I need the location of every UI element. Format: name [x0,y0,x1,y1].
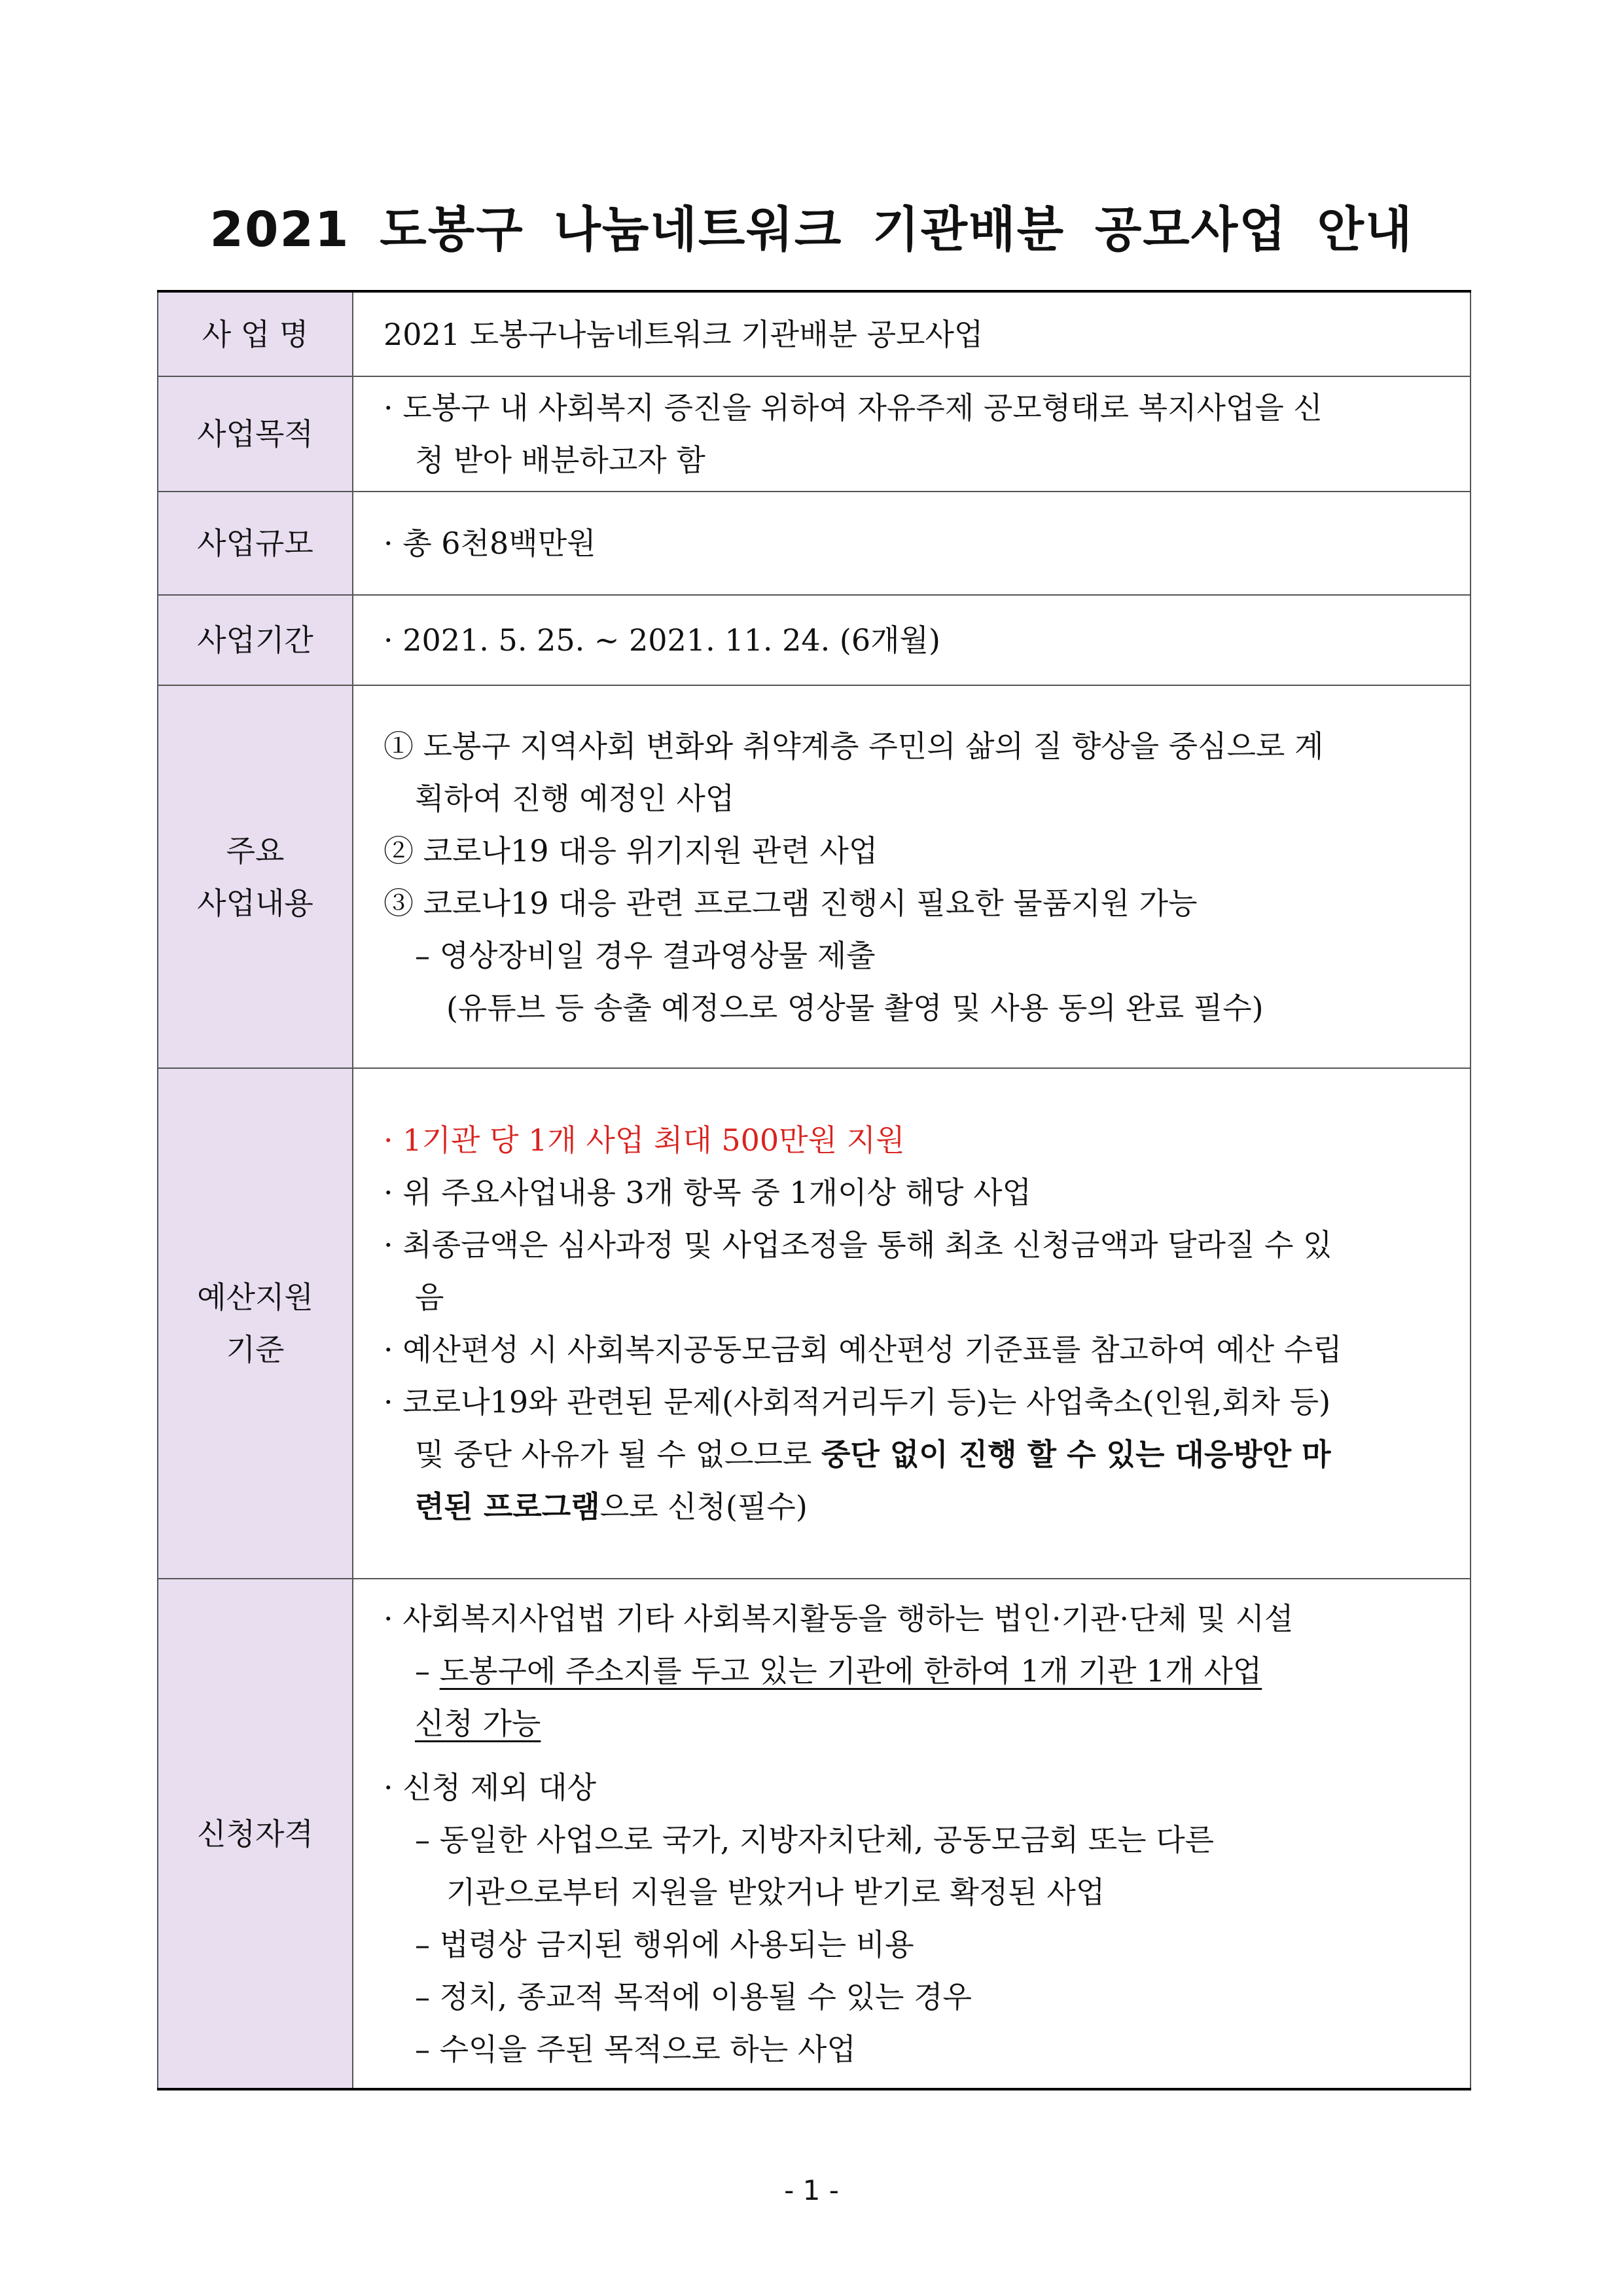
row-purpose [158,376,1471,492]
eligibility-bullet-2: · 신청 제외 대상 [383,1769,597,1805]
main-sub-2: (유튜브 등 송출 예정으로 영상물 촬영 및 사용 동의 완료 필수) [446,990,1264,1026]
label-text: 사업목적 [197,416,313,452]
budget-bullet-5-line-2 [383,1428,1444,1480]
label-text: 사업기간 [197,622,313,658]
row-eligibility [158,1579,1471,2089]
budget-b5-plain: 및 중단 사유가 될 수 없으므로 [415,1437,821,1472]
scale-text: · 총 6천8백만원 [383,526,596,561]
label-main-content [158,685,353,1068]
content-purpose [353,376,1471,492]
content-business-name [353,291,1471,376]
exclusion-1-line-1: – 동일한 사업으로 국가, 지방자치단체, 공동모금회 또는 다른 [415,1821,1215,1857]
budget-bullet-5-line-3 [383,1480,1444,1533]
main-item-1-line-1: ① 도봉구 지역사회 변화와 취약계층 주민의 삶의 질 향상을 중심으로 계 [383,728,1324,764]
label-text-line-2: 기준 [226,1332,285,1367]
row-business-name [158,291,1471,376]
exclusion-3: – 정치, 종교적 목적에 이용될 수 있는 경우 [415,1979,972,2015]
label-purpose [158,376,353,492]
row-budget [158,1068,1471,1579]
label-business-name [158,291,353,376]
eligibility-sub-1b [383,1697,1444,1749]
period-text: · 2021. 5. 25. ~ 2021. 11. 24. (6개월) [383,622,940,658]
budget-bullet-2: · 위 주요사업내용 3개 항목 중 1개이상 해당 사업 [383,1175,1031,1210]
eligibility-dash: – [415,1653,440,1689]
label-budget [158,1068,353,1579]
business-name-text: 2021 도봉구나눔네트워크 기관배분 공모사업 [383,316,984,352]
label-eligibility [158,1579,353,2089]
page-title: 2021 도봉구 나눔네트워크 기관배분 공모사업 안내 [209,202,1414,258]
content-main [353,685,1471,1068]
budget-b5-bold: 중단 없이 진행 할 수 있는 대응방안 마 [821,1437,1331,1472]
content-period [353,595,1471,685]
row-period [158,595,1471,685]
budget-bullet-5-line-1: · 코로나19와 관련된 문제(사회적거리두기 등)는 사업축소(인원,회차 등) [383,1384,1331,1420]
budget-bullet-3-line-1: · 최종금액은 심사과정 및 사업조정을 통해 최초 신청금액과 달라질 수 있 [383,1227,1332,1263]
budget-b5-plain-2: 으로 신청(필수) [599,1489,808,1524]
label-scale [158,492,353,595]
eligibility-sub-underlined-2: 신청 가능 [415,1705,541,1741]
budget-bullet-4: · 예산편성 시 사회복지공동모금회 예산편성 기준표를 참고하여 예산 수립 [383,1332,1342,1367]
eligibility-sub-1a [383,1645,1444,1697]
exclusion-1-line-2: 기관으로부터 지원을 받았거나 받기로 확정된 사업 [446,1874,1105,1910]
label-text-line-2: 사업내용 [197,885,313,921]
budget-bullet-3-line-2: 음 [415,1280,444,1315]
row-main-content [158,685,1471,1068]
content-eligibility [353,1579,1471,2089]
label-period [158,595,353,685]
purpose-line-1: · 도봉구 내 사회복지 증진을 위하여 자유주제 공모형태로 복지사업을 신 [383,390,1323,425]
page-number: - 1 - [784,2174,839,2206]
content-budget [353,1068,1471,1579]
content-scale [353,492,1471,595]
main-item-3: ③ 코로나19 대응 관련 프로그램 진행시 필요한 물품지원 가능 [383,885,1198,921]
main-item-1-line-2: 획하여 진행 예정인 사업 [415,780,735,816]
exclusion-4: – 수익을 주된 목적으로 하는 사업 [415,2031,856,2067]
budget-b5-bold-2: 련된 프로그램 [415,1489,600,1524]
main-sub-1: – 영상장비일 경우 결과영상물 제출 [415,937,876,973]
main-item-2: ② 코로나19 대응 위기지원 관련 사업 [383,833,878,869]
label-text: 사업규모 [197,526,313,561]
label-text: 신청자격 [197,1816,313,1852]
exclusion-2: – 법령상 금지된 행위에 사용되는 비용 [415,1926,914,1962]
budget-bullet-1: · 1기관 당 1개 사업 최대 500만원 지원 [383,1122,905,1158]
label-text-line-1: 예산지원 [197,1280,313,1315]
eligibility-sub-underlined: 도봉구에 주소지를 두고 있는 기관에 한하여 1개 기관 1개 사업 [439,1653,1262,1689]
label-text-line-1: 주요 [226,833,285,869]
row-scale [158,492,1471,595]
eligibility-bullet-1: · 사회복지사업법 기타 사회복지활동을 행하는 법인·기관·단체 및 시설 [383,1600,1294,1636]
label-text: 사 업 명 [202,316,309,352]
info-table [157,290,1471,2090]
purpose-line-2: 청 받아 배분하고자 함 [415,442,705,478]
